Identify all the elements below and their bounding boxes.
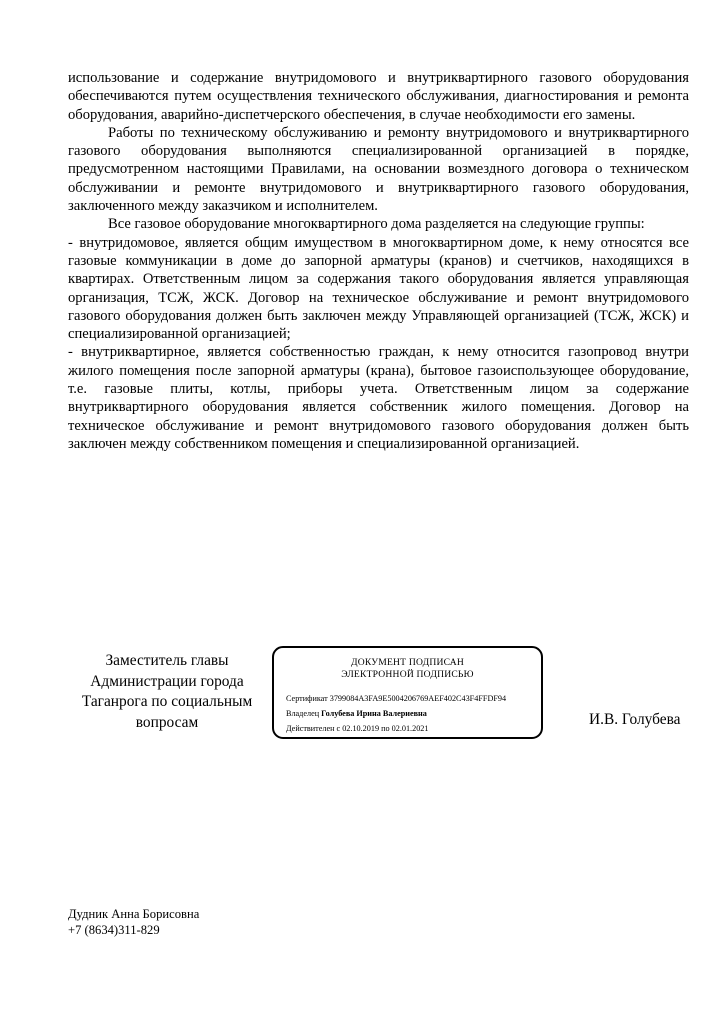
stamp-title-line: ДОКУМЕНТ ПОДПИСАН (350, 657, 464, 668)
contact-phone: +7 (8634)311-829 (68, 922, 160, 937)
stamp-validity (286, 724, 428, 734)
valid-from: 02.10.2019 (342, 724, 380, 733)
signatory-position-line: вопросам (135, 713, 199, 731)
paragraph-equipment-groups: Все газовое оборудование многоквартирного дома разделяется на следующие группы: (108, 216, 645, 233)
stamp-owner (286, 709, 427, 719)
paragraph-equipment-maintenance: использование и содержание внутридомового и внутриквартирного газового оборудования обеспечиваются путем осуществления технического обслуживания, диагностирования и ремонта оборудования, аварийно-диспетчерского обеспечения, в случае необходимости его замены. (68, 70, 689, 123)
certificate-label: Сертификат (286, 694, 328, 703)
paragraph-in-house-equipment: - внутридомовое, является общим имуществом в многоквартирном доме, к нему относятся все газовые коммуникации в доме до запорной арматуры (кранов) и счетчиков, находящихся в квартирах. Ответственным лицом за содержания такого оборудования является управляющая организация, ТСЖ, ЖСК. Договор на техническое обслуживание и ремонт внутридомового газового оборудования должен быть заключен между Управляющей организацией (ТСЖ, ЖСК) и специализированной организацией; (68, 234, 689, 343)
contact-block (68, 907, 199, 938)
valid-to: 02.01.2021 (391, 724, 429, 733)
signatory-position (62, 651, 272, 733)
certificate-value: 3799084A3FA9E5004206769AEF402C43F4FFDF94 (329, 694, 507, 703)
owner-value: Голубева Ирина Валериевна (321, 709, 427, 718)
signatory-name: И.В. Голубева (589, 711, 681, 728)
signatory-position-line: Администрации города (90, 672, 244, 690)
stamp-certificate (286, 694, 506, 704)
electronic-signature-stamp (272, 646, 543, 739)
signatory-position-line: Таганрога по социальным (81, 693, 253, 710)
contact-person: Дудник Анна Борисовна (68, 907, 200, 921)
stamp-title (274, 657, 541, 681)
document-body (68, 69, 689, 453)
paragraph-maintenance-works: Работы по техническому обслуживанию и ремонту внутридомового и внутриквартирного газового оборудования выполняются специализированной организацией в порядке, предусмотренном настоящими Правилами, на основании возмездного договора о техническом обслуживании и ремонте внутридомового и внутриквартирного газового оборудования, заключенного между заказчиком и исполнителем. (68, 124, 689, 215)
owner-label: Владелец (286, 709, 320, 718)
signatory-position-line: Заместитель главы (105, 652, 229, 669)
stamp-title-line: ЭЛЕКТРОННОЙ ПОДПИСЬЮ (341, 669, 474, 680)
validity-to-label: по (381, 724, 390, 733)
paragraph-in-apartment-equipment: - внутриквартирное, является собственностью граждан, к нему относится газопровод внутри жилого помещения после запорной арматуры (крана), бытовое газоиспользующее оборудование, т.е. газовые плиты, котлы, приборы учета. Ответственным лицом за содержание внутриквартирного оборудования является собственник жилого помещения. Договор на техническое обслуживание и ремонт внутридомового газового оборудования должен быть заключен между собственником помещения и специализированной организацией. (68, 344, 689, 452)
validity-label: Действителен с (286, 724, 341, 733)
